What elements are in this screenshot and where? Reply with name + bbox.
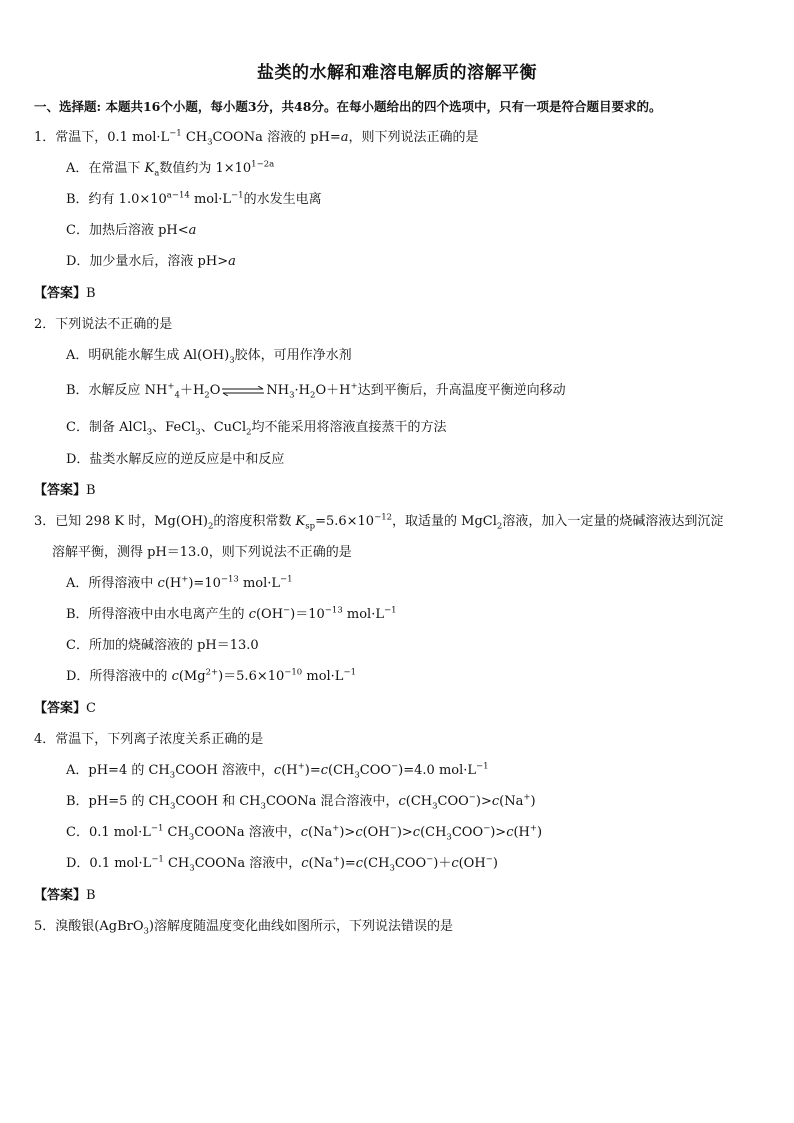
question-4-option-a: A．pH=4 的 $CH_3COOH$ 溶液中，$c(H^+)=c(CH_3COO^-)=4.0$ $mol\cdot L^{-1}$ — [66, 761, 489, 781]
question-4-answer: 【答案】B — [34, 888, 96, 903]
question-1-stem: 1．常温下，0.1 $mol\cdot L^{-1}$ $CH_3COONa$ 溶液的 pH=a，则下列说法正确的是 — [34, 128, 479, 148]
question-1-option-b: B．约有 $1.0\times 10^{a-14}$ $mol\cdot L^{-1}$的水发生电离 — [66, 190, 322, 207]
question-4-option-d: D．0.1 $mol\cdot L^{-1}$ $CH_3COONa$ 溶液中，$c(Na^+)=c(CH_3COO^-)+c(OH^-)$ — [66, 854, 498, 874]
question-2-option-d: D．盐类水解反应的逆反应是中和反应 — [66, 452, 285, 467]
question-1-option-c: C．加热后溶液 pH<a — [66, 223, 197, 238]
question-3-option-d: D．所得溶液中的 $c(Mg^{2+})=5.6\times 10^{-10}$ $mol\cdot L^{-1}$ — [66, 667, 356, 684]
question-1-answer: 【答案】B — [34, 286, 96, 301]
question-2-option-b: B．水解反应 $NH^+_4+H_2O$ $NH_3\cdot H_2O+H^+$达到平衡后，升高温度平衡逆向移动 — [66, 381, 566, 401]
question-3-option-b: B．所得溶液中由水电离产生的 $c(OH^-)=10^{-13}$ $mol\cdot L^{-1}$ — [66, 605, 397, 622]
question-3-option-c: C．所加的烧碱溶液的 pH＝13.0 — [66, 638, 259, 653]
question-5-stem: 5．溴酸银(AgBrO$_3$)溶解度随温度变化曲线如图所示，下列说法错误的是 — [34, 919, 453, 937]
question-4-option-c: C．0.1 $mol\cdot L^{-1}$ $CH_3COONa$ 溶液中，$c(Na^+)>c(OH^-)>c(CH_3COO^-)>c(H^+)$ — [66, 823, 543, 843]
question-3-stem-continued: 溶解平衡，测得 pH＝13.0，则下列说法不正确的是 — [52, 545, 352, 560]
question-3-stem: 3．已知 298 K 时，$Mg(OH)_2$的溶度积常数 $K_{sp}=5.6\times 10^{-12}$，取适量的 MgCl$_2$溶液，加入一定量的烧碱溶液达到沉淀 — [34, 512, 724, 532]
question-3-answer: 【答案】C — [34, 701, 96, 716]
question-4-stem: 4．常温下，下列离子浓度关系正确的是 — [34, 732, 264, 747]
question-2-option-c: C．制备 AlCl$_3$、FeCl$_3$、CuCl$_2$均不能采用将溶液直接蒸干的方法 — [66, 420, 447, 438]
document-title: 盐类的水解和难溶电解质的溶解平衡 — [257, 63, 537, 83]
question-2-option-a: A．明矾能水解生成 $Al(OH)_3$胶体，可用作净水剂 — [66, 348, 352, 366]
equilibrium-arrow-icon — [221, 386, 265, 396]
question-1-option-d: D．加少量水后，溶液 pH>a — [66, 254, 236, 269]
question-1-option-a: A．在常温下 $K_a$数值约为 $1\times 10^{1-2a}$ — [66, 159, 275, 179]
question-2-answer: 【答案】B — [34, 483, 96, 498]
question-4-option-b: B．pH=5 的 $CH_3COOH$ 和 $CH_3COONa$ 混合溶液中，$c(CH_3COO^-)>c(Na^+)$ — [66, 792, 536, 812]
question-3-option-a: A．所得溶液中 $c(H^+)=10^{-13}$ $mol\cdot L^{-1}$ — [66, 574, 293, 591]
section-heading: 一、选择题: 本题共16个小题，每小题3分，共48分。在每小题给出的四个选项中，只有一项是符合题目要求的。 — [34, 99, 662, 114]
question-2-stem: 2．下列说法不正确的是 — [34, 317, 173, 332]
